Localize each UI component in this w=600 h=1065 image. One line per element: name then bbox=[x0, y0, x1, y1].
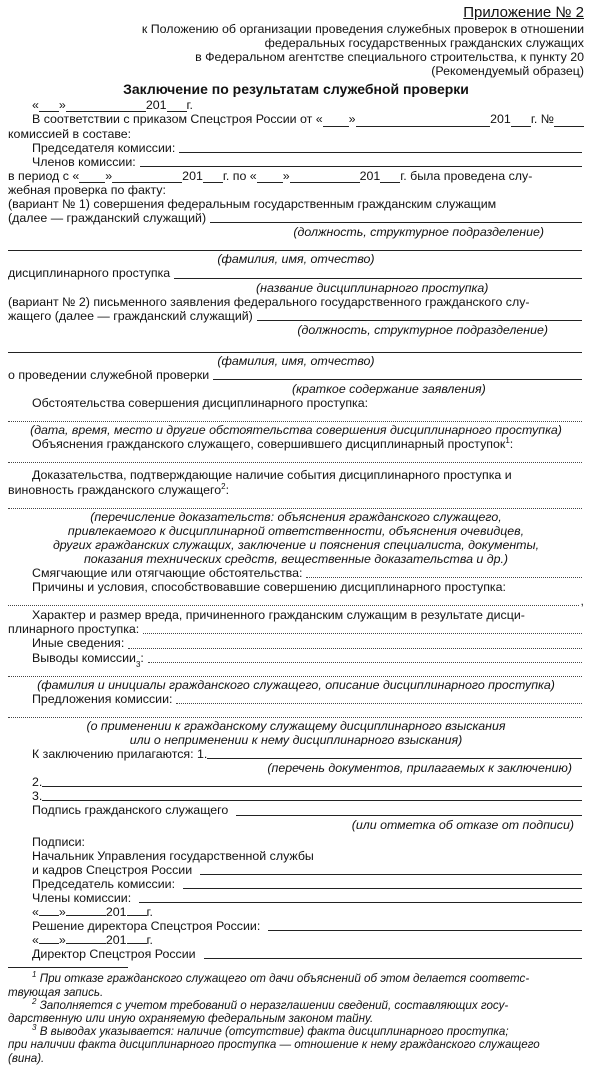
proposals-line: Предложения комиссии: bbox=[8, 692, 584, 706]
decision-date-line: « » 201 г. bbox=[32, 933, 153, 948]
order-day-blank[interactable] bbox=[323, 116, 349, 127]
evidence-line-1: Доказательства, подтверждающие наличие события дисциплинарного проступка и bbox=[32, 468, 512, 483]
appendix-basis-line-1: к Положению об организации проведения служебных проверок в отношении bbox=[141, 22, 584, 36]
attachment-3-line: 3. bbox=[8, 789, 584, 803]
harm-line-1: Характер и размер вреда, причиненного гражданским служащим в результате дисци- bbox=[32, 608, 525, 623]
footnote-1-line-2: твующая запись. bbox=[8, 985, 104, 999]
explanations-label: Объяснения гражданского служащего, совершившего дисциплинарный проступок$^1$: bbox=[32, 436, 514, 452]
harm-blank[interactable] bbox=[143, 623, 582, 634]
variant2-line-2: жащего (далее — гражданский служащий) bbox=[8, 309, 584, 323]
mitigating-line: Смягчающие или отягчающие обстоятельства: bbox=[8, 566, 584, 580]
attachments-line: К заключению прилагаются: 1. bbox=[8, 747, 584, 761]
evidence-line-2: виновность гражданского служащего$^2$: bbox=[8, 481, 230, 497]
period-from-month-blank[interactable] bbox=[112, 172, 182, 183]
decision-date-month-blank[interactable] bbox=[66, 933, 106, 944]
footnote-separator bbox=[8, 967, 128, 968]
variant1-misconduct-line: дисциплинарного проступка bbox=[8, 266, 584, 280]
variant1-name-hint: (фамилия, имя, отчество) bbox=[217, 252, 375, 267]
evidence-blank[interactable] bbox=[8, 497, 582, 509]
period-from-year-blank[interactable] bbox=[203, 172, 223, 183]
causes-line: , bbox=[8, 594, 584, 608]
attachments-hint: (перечень документов, прилагаемых к заключению) bbox=[267, 761, 572, 776]
appendix-basis-line-3: в Федеральном агентстве специального строительства, к пункту 20 bbox=[195, 50, 584, 65]
variant2-line-1: (вариант № 2) письменного заявления федерального государственного гражданского слу- bbox=[8, 294, 530, 309]
order-year-blank[interactable] bbox=[511, 116, 531, 127]
circumstances-hint: (дата, время, место и другие обстоятельства совершения дисциплинарного проступка) bbox=[30, 423, 562, 438]
order-line: В соответствии с приказом Спецстроя России от « » 201 г. № bbox=[8, 112, 584, 126]
evidence-hint-2: привлекаемого к дисциплинарной ответственности, объяснения очевидцев, bbox=[67, 523, 525, 538]
harm-line-2: плинарного проступка: bbox=[8, 622, 584, 636]
appendix-label: Приложение № 2 bbox=[463, 4, 584, 21]
attachment-1-blank[interactable] bbox=[207, 748, 582, 759]
date-year-blank[interactable] bbox=[167, 101, 187, 112]
variant2-about-line: о проведении служебной проверки bbox=[8, 368, 584, 382]
conclusions-blank[interactable] bbox=[148, 652, 582, 663]
variant2-name-hint: (фамилия, имя, отчество) bbox=[217, 353, 375, 368]
signatures-label: Подписи: bbox=[32, 834, 85, 849]
members-line: Членов комиссии: bbox=[8, 155, 584, 169]
order-month-blank[interactable] bbox=[356, 116, 491, 127]
director-signature-blank[interactable] bbox=[204, 948, 582, 959]
conclusions-blank-2[interactable] bbox=[8, 665, 582, 677]
appendix-basis-line-2: федеральных государственных гражданских служащих bbox=[264, 36, 584, 51]
evidence-hint-1: (перечисление доказательств: объяснения гражданского служащего, bbox=[90, 509, 502, 524]
attachment-2-blank[interactable] bbox=[42, 776, 582, 787]
attachment-2-line: 2. bbox=[8, 775, 584, 789]
period-to-year-blank[interactable] bbox=[380, 172, 400, 183]
members-blank[interactable] bbox=[140, 156, 582, 167]
other-blank[interactable] bbox=[128, 638, 582, 649]
head-title-line-1: Начальник Управления государственной службы bbox=[32, 848, 314, 863]
decision-blank[interactable] bbox=[268, 920, 582, 931]
proposals-blank[interactable] bbox=[176, 693, 582, 704]
sign-date-day-blank[interactable] bbox=[39, 905, 59, 916]
footnote-2-line-1: $^2$ Заполняется с учетом требований о неразглашении сведений, составляющих госу- bbox=[32, 996, 509, 1012]
employee-signature-hint: (или отметка об отказе от подписи) bbox=[351, 817, 574, 832]
conclusions-hint: (фамилия и инициалы гражданского служащего, описание дисциплинарного проступка) bbox=[37, 677, 555, 692]
proposals-hint-1: (о применении к гражданскому служащему дисциплинарного взыскания bbox=[86, 718, 506, 733]
employee-signature-blank[interactable] bbox=[236, 805, 582, 816]
other-line: Иные сведения: bbox=[8, 636, 584, 650]
variant2-position-blank[interactable] bbox=[257, 310, 582, 321]
decision-line: Решение директора Спецстроя России: bbox=[8, 919, 584, 933]
head-title-line-2: и кадров Спецстроя России bbox=[8, 863, 584, 877]
sign-date-year-blank[interactable] bbox=[127, 905, 147, 916]
period-from-day-blank[interactable] bbox=[79, 172, 105, 183]
variant2-summary-hint: (краткое содержание заявления) bbox=[292, 382, 486, 397]
decision-date-year-blank[interactable] bbox=[127, 933, 147, 944]
sign-date-month-blank[interactable] bbox=[66, 905, 106, 916]
circumstances-label: Обстоятельства совершения дисциплинарного проступка: bbox=[32, 396, 369, 411]
explanations-blank[interactable] bbox=[8, 451, 582, 463]
footnote-1-line-1: $^1$ При отказе гражданского служащего от дачи объяснений об этом делается соответс- bbox=[32, 970, 530, 986]
variant2-position-hint: (должность, структурное подразделение) bbox=[297, 322, 548, 337]
variant1-name-blank[interactable] bbox=[8, 239, 582, 251]
director-line: Директор Спецстроя России bbox=[8, 947, 584, 961]
mitigating-blank[interactable] bbox=[306, 567, 582, 578]
footnote-3-line-3: (вина). bbox=[8, 1051, 45, 1065]
variant1-position-hint: (должность, структурное подразделение) bbox=[293, 225, 544, 240]
head-signature-blank[interactable] bbox=[200, 864, 582, 875]
attachment-3-blank[interactable] bbox=[42, 790, 582, 801]
period-to-day-blank[interactable] bbox=[257, 172, 283, 183]
period-line-continued: жебная проверка по факту: bbox=[8, 182, 166, 197]
sign-members-line: Члены комиссии: bbox=[8, 891, 584, 905]
causes-blank[interactable] bbox=[8, 595, 579, 606]
variant1-line-2: (далее — гражданский служащий) bbox=[8, 211, 584, 225]
chairman-line: Председателя комиссии: bbox=[8, 141, 584, 155]
commission-label: комиссией в составе: bbox=[8, 126, 132, 141]
circumstances-blank[interactable] bbox=[8, 410, 582, 422]
variant2-about-blank[interactable] bbox=[213, 369, 582, 380]
document-title: Заключение по результатам служебной проверки bbox=[123, 81, 469, 98]
footnote-2-line-2: дарственную или иную охраняемую федеральным законом тайну. bbox=[8, 1012, 374, 1026]
variant1-line-1: (вариант № 1) совершения федеральным государственным гражданским служащим bbox=[8, 197, 497, 212]
footnote-3-line-1: $^3$ В выводах указывается: наличие (отсутствие) факта дисциплинарного проступка; bbox=[32, 1023, 509, 1039]
period-to-month-blank[interactable] bbox=[290, 172, 360, 183]
date-line: « » 201 г. bbox=[32, 98, 193, 113]
employee-signature-line: Подпись гражданского служащего bbox=[8, 803, 584, 817]
footnotes bbox=[8, 972, 584, 1064]
recommended-sample-label: (Рекомендуемый образец) bbox=[431, 64, 584, 79]
date-month-blank[interactable] bbox=[66, 101, 146, 112]
decision-date-day-blank[interactable] bbox=[39, 933, 59, 944]
variant1-position-blank[interactable] bbox=[210, 212, 582, 223]
sign-date-line: « » 201 г. bbox=[32, 905, 153, 920]
date-day-blank[interactable] bbox=[39, 101, 59, 112]
period-line: в период с « » 201 г. по « » 201 г. была проведена слу- bbox=[8, 168, 533, 183]
chairman-blank[interactable] bbox=[179, 142, 582, 153]
order-number-blank[interactable] bbox=[554, 116, 584, 127]
proposals-hint-2: или о неприменении к нему дисциплинарного взыскания) bbox=[129, 732, 463, 747]
sign-chairman-line: Председатель комиссии: bbox=[8, 877, 584, 891]
variant1-misconduct-hint: (название дисциплинарного проступка) bbox=[256, 280, 489, 295]
footnote-3-line-2: при наличии факта дисциплинарного проступка — отношение к нему гражданского служащего bbox=[8, 1038, 540, 1052]
variant2-name-blank[interactable] bbox=[8, 341, 582, 353]
causes-label: Причины и условия, способствовавшие совершению дисциплинарного проступка: bbox=[32, 580, 506, 595]
sign-chairman-blank[interactable] bbox=[183, 878, 582, 889]
conclusions-line: Выводы комиссии 3 : bbox=[8, 651, 584, 665]
variant1-misconduct-blank[interactable] bbox=[174, 268, 582, 279]
sign-members-blank[interactable] bbox=[139, 892, 582, 903]
evidence-hint-3: других гражданских служащих, заключение и пояснения специалиста, документы, bbox=[52, 537, 540, 552]
proposals-blank-2[interactable] bbox=[8, 706, 582, 718]
evidence-hint-4: показания технических средств, вещественные доказательства и др.) bbox=[83, 551, 509, 566]
